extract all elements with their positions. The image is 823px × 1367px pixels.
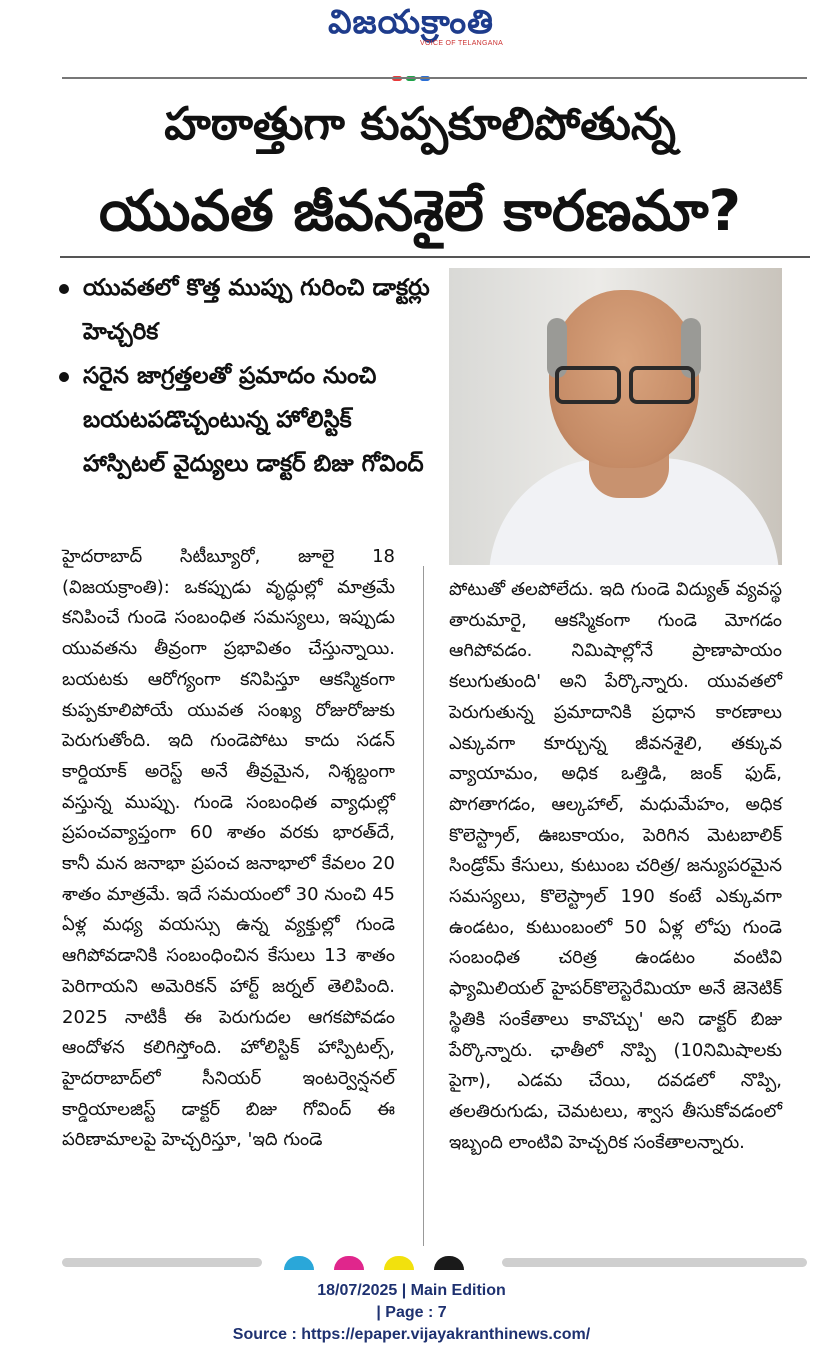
page-footer bbox=[0, 1280, 823, 1346]
bar-segment-right bbox=[502, 1258, 807, 1267]
newspaper-tagline: VOICE OF TELANGANA bbox=[420, 40, 504, 47]
yellow-dot-icon bbox=[384, 1256, 414, 1270]
article-column-2: పోటుతో తలపోలేదు. ఇది గుండె విద్యుత్ వ్యవస్థ తారుమారై, ఆకస్మికంగా గుండె మోగడం ఆగిపోవడం. నిమిషాల్లోనే ప్రాణాపాయం కలుగుతుంది' అని పేర్కొన్నారు. యువతలో పెరుగుతున్న ప్రమాదానికి ప్రధాన కారణాలు ఎక్కువగా కూర్చున్న జీవనశైలి, తక్కువ వ్యాయామం, అధిక ఒత్తిడి, జంక్ ఫుడ్, పొగతాగడం, ఆల్కహాల్, మధుమేహం, అధిక కొలెస్ట్రాల్, ఊబకాయం, పెరిగిన మెటబాలిక్ సిండ్రోమ్ కేసులు, కుటుంబ చరిత్ర/ జన్యుపరమైన సమస్యలు, కొలెస్ట్రాల్ 190 కంటే ఎక్కువగా ఉండటం, కుటుంబంలో 50 ఏళ్ల లోపు గుండె సంబంధిత చరిత్ర ఉండటం వంటివి ఫ్యామిలియల్ హైపర్‌కొలెస్టెరేమియా అనే జెనెటిక్ స్థితికి సంకేతాలు కావొచ్చు' అని డాక్టర్ బిజు పేర్కొన్నారు. ఛాతీలో నొప్పి (10నిమిషాలకు పైగా), ఎడమ చేయి, దవడలో నొప్పి, తలతిరుగుడు, చెమటలు, శ్వాస తీసుకోవడంలో ఇబ్బంది లాంటివి హెచ్చరిక సంకేతాలన్నారు. bbox=[449, 579, 782, 1153]
bar-segment-left bbox=[62, 1258, 262, 1267]
print-color-bar bbox=[62, 1256, 807, 1268]
footer-date-edition: 18/07/2025 | Main Edition bbox=[317, 1282, 506, 1299]
column-divider bbox=[423, 566, 424, 1246]
footer-page: | Page : 7 bbox=[376, 1304, 447, 1321]
black-dot-icon bbox=[434, 1256, 464, 1270]
glasses-icon bbox=[549, 366, 699, 406]
headline-line-1: హఠాత్తుగా కుప్పకూలిపోతున్న bbox=[164, 97, 676, 150]
masthead-divider bbox=[62, 77, 807, 79]
magenta-dot-icon bbox=[334, 1256, 364, 1270]
article-column-1: హైదరాబాద్ సిటీబ్యూరో, జూలై 18 (విజయక్రాంతి): ఒకప్పుడు వృద్ధుల్లో మాత్రమే కనిపించే గుండె సంబంధిత సమస్యలు, ఇప్పుడు యువతను తీవ్రంగా ప్రభావితం చేస్తున్నాయి. బయటకు ఆరోగ్యంగా కనిపిస్తూ ఆకస్మికంగా కుప్పకూలిపోయే యువత సంఖ్య రోజురోజుకు పెరుగుతోంది. ఇది గుండెపోటు కాదు సడన్ కార్డియాక్ అరెస్ట్ అనే తీవ్రమైన, నిశ్శబ్దంగా వస్తున్న ముప్పు. గుండె సంబంధిత వ్యాధుల్లో ప్రపంచవ్యాప్తంగా 60 శాతం వరకు భారత్‌దే, కానీ మన జనాభా ప్రపంచ జనాభాలో కేవలం 20 శాతం మాత్రమే. ఇదే సమయంలో 30 నుంచి 45 ఏళ్ల మధ్య వయస్సు ఉన్న వ్యక్తుల్లో గుండె ఆగిపోవడానికి సంబంధించిన కేసులు 13 శాతం పెరిగాయని అమెరికన్ హార్ట్ జర్నల్ తెలిపింది. 2025 నాటికీ ఈ పెరుగుదల ఆగకపోవడం ఆందోళన కలిగిస్తోంది. హోలిస్టిక్ హాస్పిటల్స్, హైదరాబాద్‌లో సీనియర్ ఇంటర్వెన్షనల్ కార్డియాలజిస్ట్ డాక్టర్ బిజు గోవింద్ ఈ పరిణామాలపై హెచ్చరిస్తూ, 'ఇది గుండె bbox=[62, 546, 395, 1151]
cyan-dot-icon bbox=[284, 1256, 314, 1270]
masthead bbox=[0, 0, 823, 80]
bullet-item: యువతలో కొత్త ముప్పు గురించి డాక్టర్లు హెచ్చరిక bbox=[55, 266, 440, 354]
doctor-photo bbox=[449, 268, 782, 565]
bullet-list bbox=[55, 266, 440, 486]
footer-source-link[interactable]: Source : https://epaper.vijayakranthinews.com/ bbox=[232, 1326, 591, 1343]
headline-line-2: యువత జీవనశైలే కారణమా? bbox=[98, 179, 742, 244]
color-dots-icon bbox=[392, 66, 434, 74]
newspaper-logo: విజయక్రాంతి bbox=[328, 2, 494, 41]
bullet-item: సరైన జాగ్రత్తలతో ప్రమాదం నుంచి బయటపడొచ్చంటున్న హోలిస్టిక్ హాస్పిటల్ వైద్యులు డాక్టర్ బిజు గోవింద్ bbox=[55, 354, 440, 486]
headline-divider bbox=[60, 256, 810, 258]
